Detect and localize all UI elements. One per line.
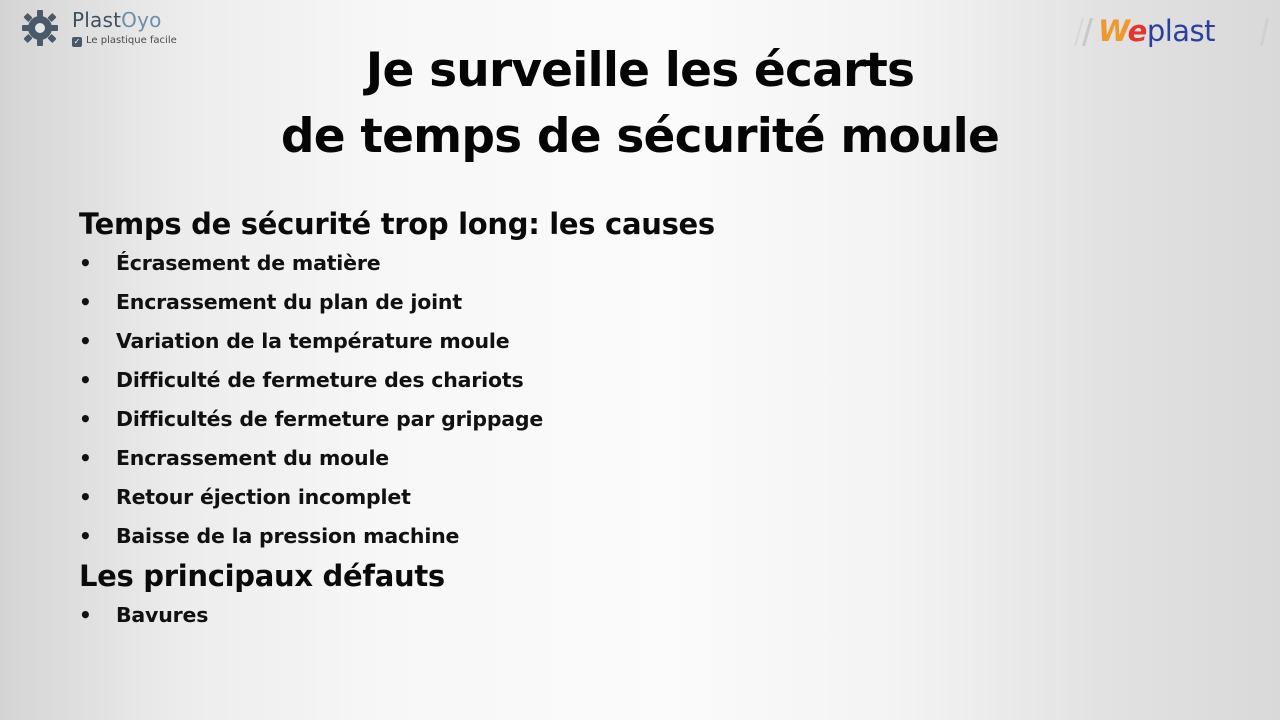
plastoyo-wordmark [72, 8, 162, 32]
list-item-text: Encrassement du plan de joint [116, 290, 462, 314]
checkbox-icon: ✓ [73, 37, 81, 46]
bullet-icon: • [79, 329, 92, 353]
list-item-text: Retour éjection incomplet [116, 485, 411, 509]
list-item [79, 439, 1079, 478]
list-item [79, 322, 1079, 361]
bullet-icon: • [79, 524, 92, 548]
bullet-icon: • [79, 603, 92, 627]
list-item [79, 283, 1079, 322]
slide-content [79, 204, 1079, 635]
list-item [79, 400, 1079, 439]
tagline-text: Le plastique facile [86, 35, 177, 46]
list-item [79, 244, 1079, 283]
causes-list [79, 244, 1079, 556]
list-item [79, 596, 1079, 635]
slide-title [0, 38, 1280, 170]
list-item [79, 517, 1079, 556]
list-item-text: Difficulté de fermeture des chariots [116, 368, 524, 392]
list-item-text: Encrassement du moule [116, 446, 389, 470]
section-heading-defects: Les principaux défauts [79, 559, 445, 593]
brand-part-plast: Plast [72, 8, 122, 32]
bullet-icon: • [79, 290, 92, 314]
list-item [79, 361, 1079, 400]
list-item-text: Variation de la température moule [116, 329, 510, 353]
defects-list [79, 596, 1079, 635]
bullet-icon: • [79, 407, 92, 431]
list-item-text: Difficultés de fermeture par grippage [116, 407, 544, 431]
wordmark-w: W [1098, 14, 1128, 48]
list-item-text: Écrasement de matière [116, 251, 381, 275]
list-item-text: Bavures [116, 603, 209, 627]
list-item-text: Baisse de la pression machine [116, 524, 460, 548]
bullet-icon: • [79, 446, 92, 470]
brand-part-oyo: Oyo [121, 8, 162, 32]
wordmark-plast: plast [1146, 14, 1216, 48]
title-line-2: de temps de sécurité moule [280, 109, 1000, 164]
bullet-icon: • [79, 485, 92, 509]
bullet-icon: • [79, 368, 92, 392]
title-line-1: Je surveille les écarts [365, 43, 915, 98]
section-heading-causes: Temps de sécurité trop long: les causes [79, 207, 715, 241]
bullet-icon: • [79, 251, 92, 275]
list-item [79, 478, 1079, 517]
wordmark-e: e [1127, 14, 1147, 48]
